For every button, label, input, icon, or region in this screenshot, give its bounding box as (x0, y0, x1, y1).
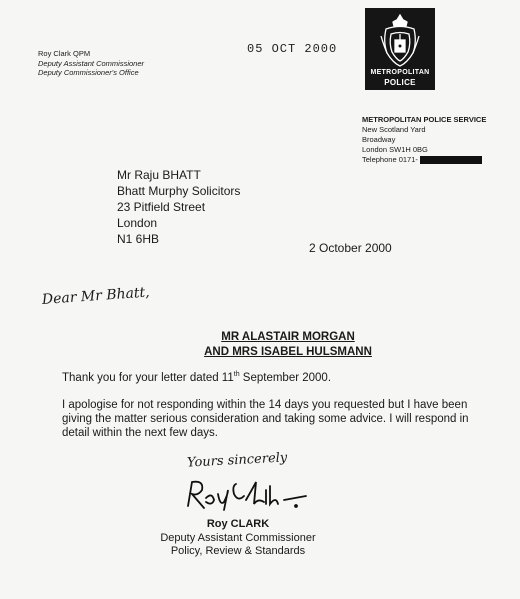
org-address-line: London SW1H 0BG (362, 145, 428, 154)
redacted-phone-number (420, 156, 482, 164)
letter-date: 2 October 2000 (309, 241, 392, 255)
handwritten-closing: Yours sincerely (186, 450, 288, 471)
org-address-line: Broadway (362, 135, 396, 144)
subject-line-2: AND MRS ISABEL HULSMANN (204, 346, 372, 358)
body-paragraph-2: I apologise for not responding within the 14 days you requested but I have been giving the matter serious consideration and taking some advice. I will respond in detail within the next few days. (62, 399, 469, 439)
crest-icon (373, 12, 427, 68)
logo-text-police: POLICE (384, 78, 416, 87)
org-telephone (362, 155, 486, 165)
recipient-line: N1 6HB (117, 232, 160, 246)
received-date-stamp: 05 OCT 2000 (247, 42, 338, 56)
handwritten-salutation: Dear Mr Bhatt, (41, 284, 151, 308)
p1-superscript: th (233, 371, 240, 378)
recipient-address (117, 167, 240, 247)
telephone-label: Telephone 0171- (362, 155, 418, 164)
p1-text-start: Thank you for your letter dated 11 (62, 371, 234, 384)
organisation-name: METROPOLITAN POLICE SERVICE (362, 115, 487, 124)
body-paragraph-1 (62, 371, 331, 384)
signature-icon (184, 476, 314, 512)
signatory-block (138, 518, 338, 559)
sender-title: Deputy Assistant Commissioner (38, 58, 145, 68)
signatory-name: Roy CLARK (206, 518, 270, 530)
signatory-department: Policy, Review & Standards (170, 545, 306, 557)
signatory-title: Deputy Assistant Commissioner (160, 531, 316, 544)
metropolitan-police-logo (365, 8, 435, 90)
sender-name: Roy Clark QPM (38, 49, 91, 58)
recipient-line: 23 Pitfield Street (117, 200, 206, 214)
logo-text-metropolitan: METROPOLITAN (370, 69, 430, 76)
subject-heading (138, 330, 438, 360)
handwritten-signature (184, 476, 314, 517)
sender-office: Deputy Commissioner's Office (38, 68, 139, 77)
recipient-line: London (117, 216, 158, 230)
sender-block (38, 49, 144, 78)
recipient-line: Bhatt Murphy Solicitors (117, 184, 241, 198)
org-address-line: New Scotland Yard (362, 125, 426, 134)
p1-text-end: September 2000. (239, 371, 332, 384)
subject-line-1: MR ALASTAIR MORGAN (221, 331, 355, 343)
organisation-address (362, 115, 486, 165)
recipient-line: Mr Raju BHATT (117, 168, 201, 182)
